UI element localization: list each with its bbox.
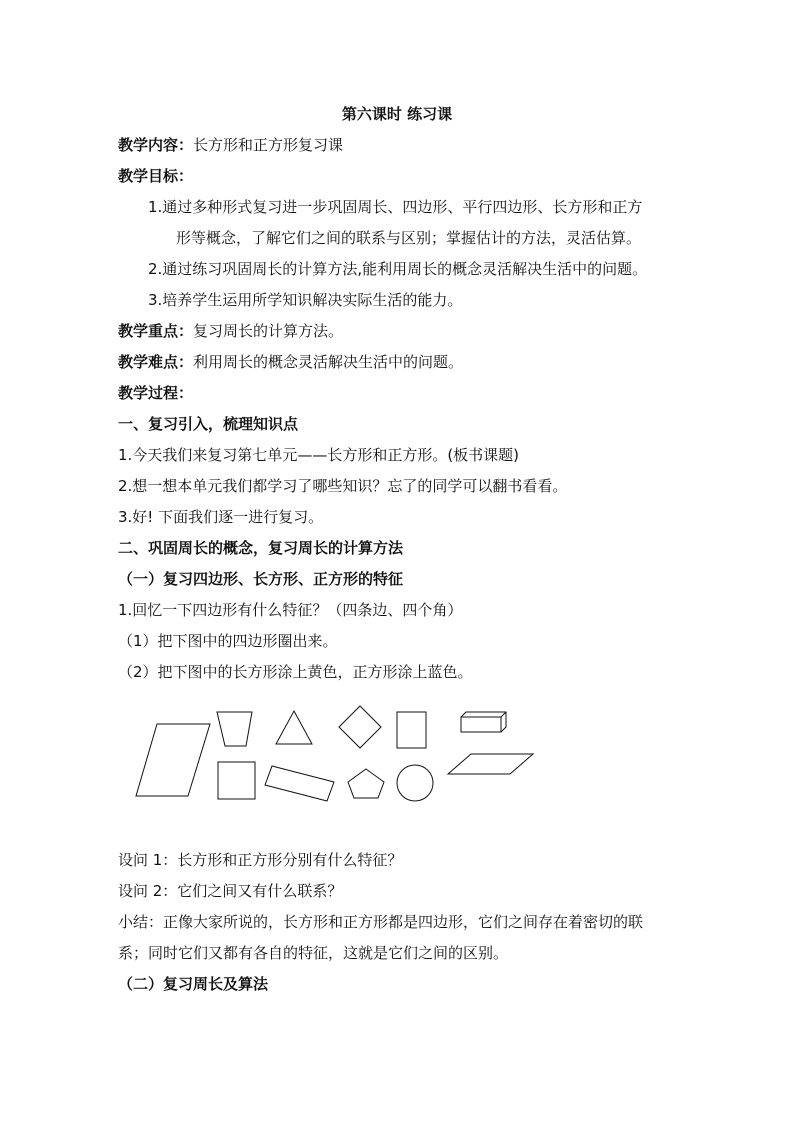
teaching-content-label: 教学内容： [118,136,194,154]
difficulty-text: 利用周长的概念灵活解决生活中的问题。 [193,353,464,371]
question-1: 1.回忆一下四边形有什么特征？（四条边、四个角） [118,601,463,619]
section-1-item-3: 3.好! 下面我们逐一进行复习。 [118,508,324,526]
goal-1-line-1: 1.通过多种形式复习进一步巩固周长、四边形、平行四边形、长方形和正方 [148,198,643,216]
goals-heading: 教学目标： [118,167,194,185]
question-ask-1: 设问 1：长方形和正方形分别有什么特征？ [118,851,403,869]
square-shape [218,762,255,799]
difficulty-label: 教学难点： [118,353,194,371]
key-point [118,321,343,341]
shapes-figure [130,700,540,810]
teaching-content [118,135,343,155]
parallelogram-large-shape [136,724,210,796]
summary-line-2: 系；同时它们又都有各自的特征，这就是它们之间的区别。 [118,944,509,962]
question-1a: （1）把下图中的四边形圈出来。 [118,632,338,650]
goal-3: 3.培养学生运用所学知识解决实际生活的能力。 [148,291,463,309]
difficulty [118,352,463,372]
key-point-label: 教学重点： [118,322,194,340]
goal-2: 2.通过练习巩固周长的计算方法,能利用周长的概念灵活解决生活中的问题。 [148,260,648,278]
section-2-sub-2: （二）复习周长及算法 [118,975,269,993]
cuboid-shape [461,712,506,732]
section-1-heading: 一、复习引入，梳理知识点 [118,415,299,433]
process-heading: 教学过程： [118,384,194,402]
key-point-text: 复习周长的计算方法。 [193,322,344,340]
section-1-item-2: 2.想一想本单元我们都学习了哪些知识？忘了的同学可以翻书看看。 [118,477,568,495]
trapezoid-shape [217,712,252,746]
section-2-sub-1: （一）复习四边形、长方形、正方形的特征 [118,570,404,588]
pentagon-shape [348,769,384,798]
page-title: 第六课时 练习课 [341,105,453,123]
summary-line-1: 小结：正像大家所说的，长方形和正方形都是四边形，它们之间存在着密切的联 [118,913,644,931]
section-2-heading: 二、巩固周长的概念，复习周长的计算方法 [118,539,404,557]
teaching-content-text: 长方形和正方形复习课 [193,136,344,154]
question-1b: （2）把下图中的长方形涂上黄色，正方形涂上蓝色。 [118,663,473,681]
section-1-item-1: 1.今天我们来复习第七单元——长方形和正方形。(板书课题) [118,446,520,464]
parallelogram-flat-shape [448,754,533,774]
tilted-rectangle-shape [265,766,334,801]
triangle-shape [276,711,312,744]
rectangle-upright-shape [397,712,426,748]
goal-1-line-2: 形等概念，了解它们之间的联系与区别；掌握估计的方法，灵活估算。 [176,229,642,247]
diamond-shape [339,706,381,748]
circle-shape [397,765,433,801]
question-ask-2: 设问 2：它们之间又有什么联系？ [118,882,343,900]
